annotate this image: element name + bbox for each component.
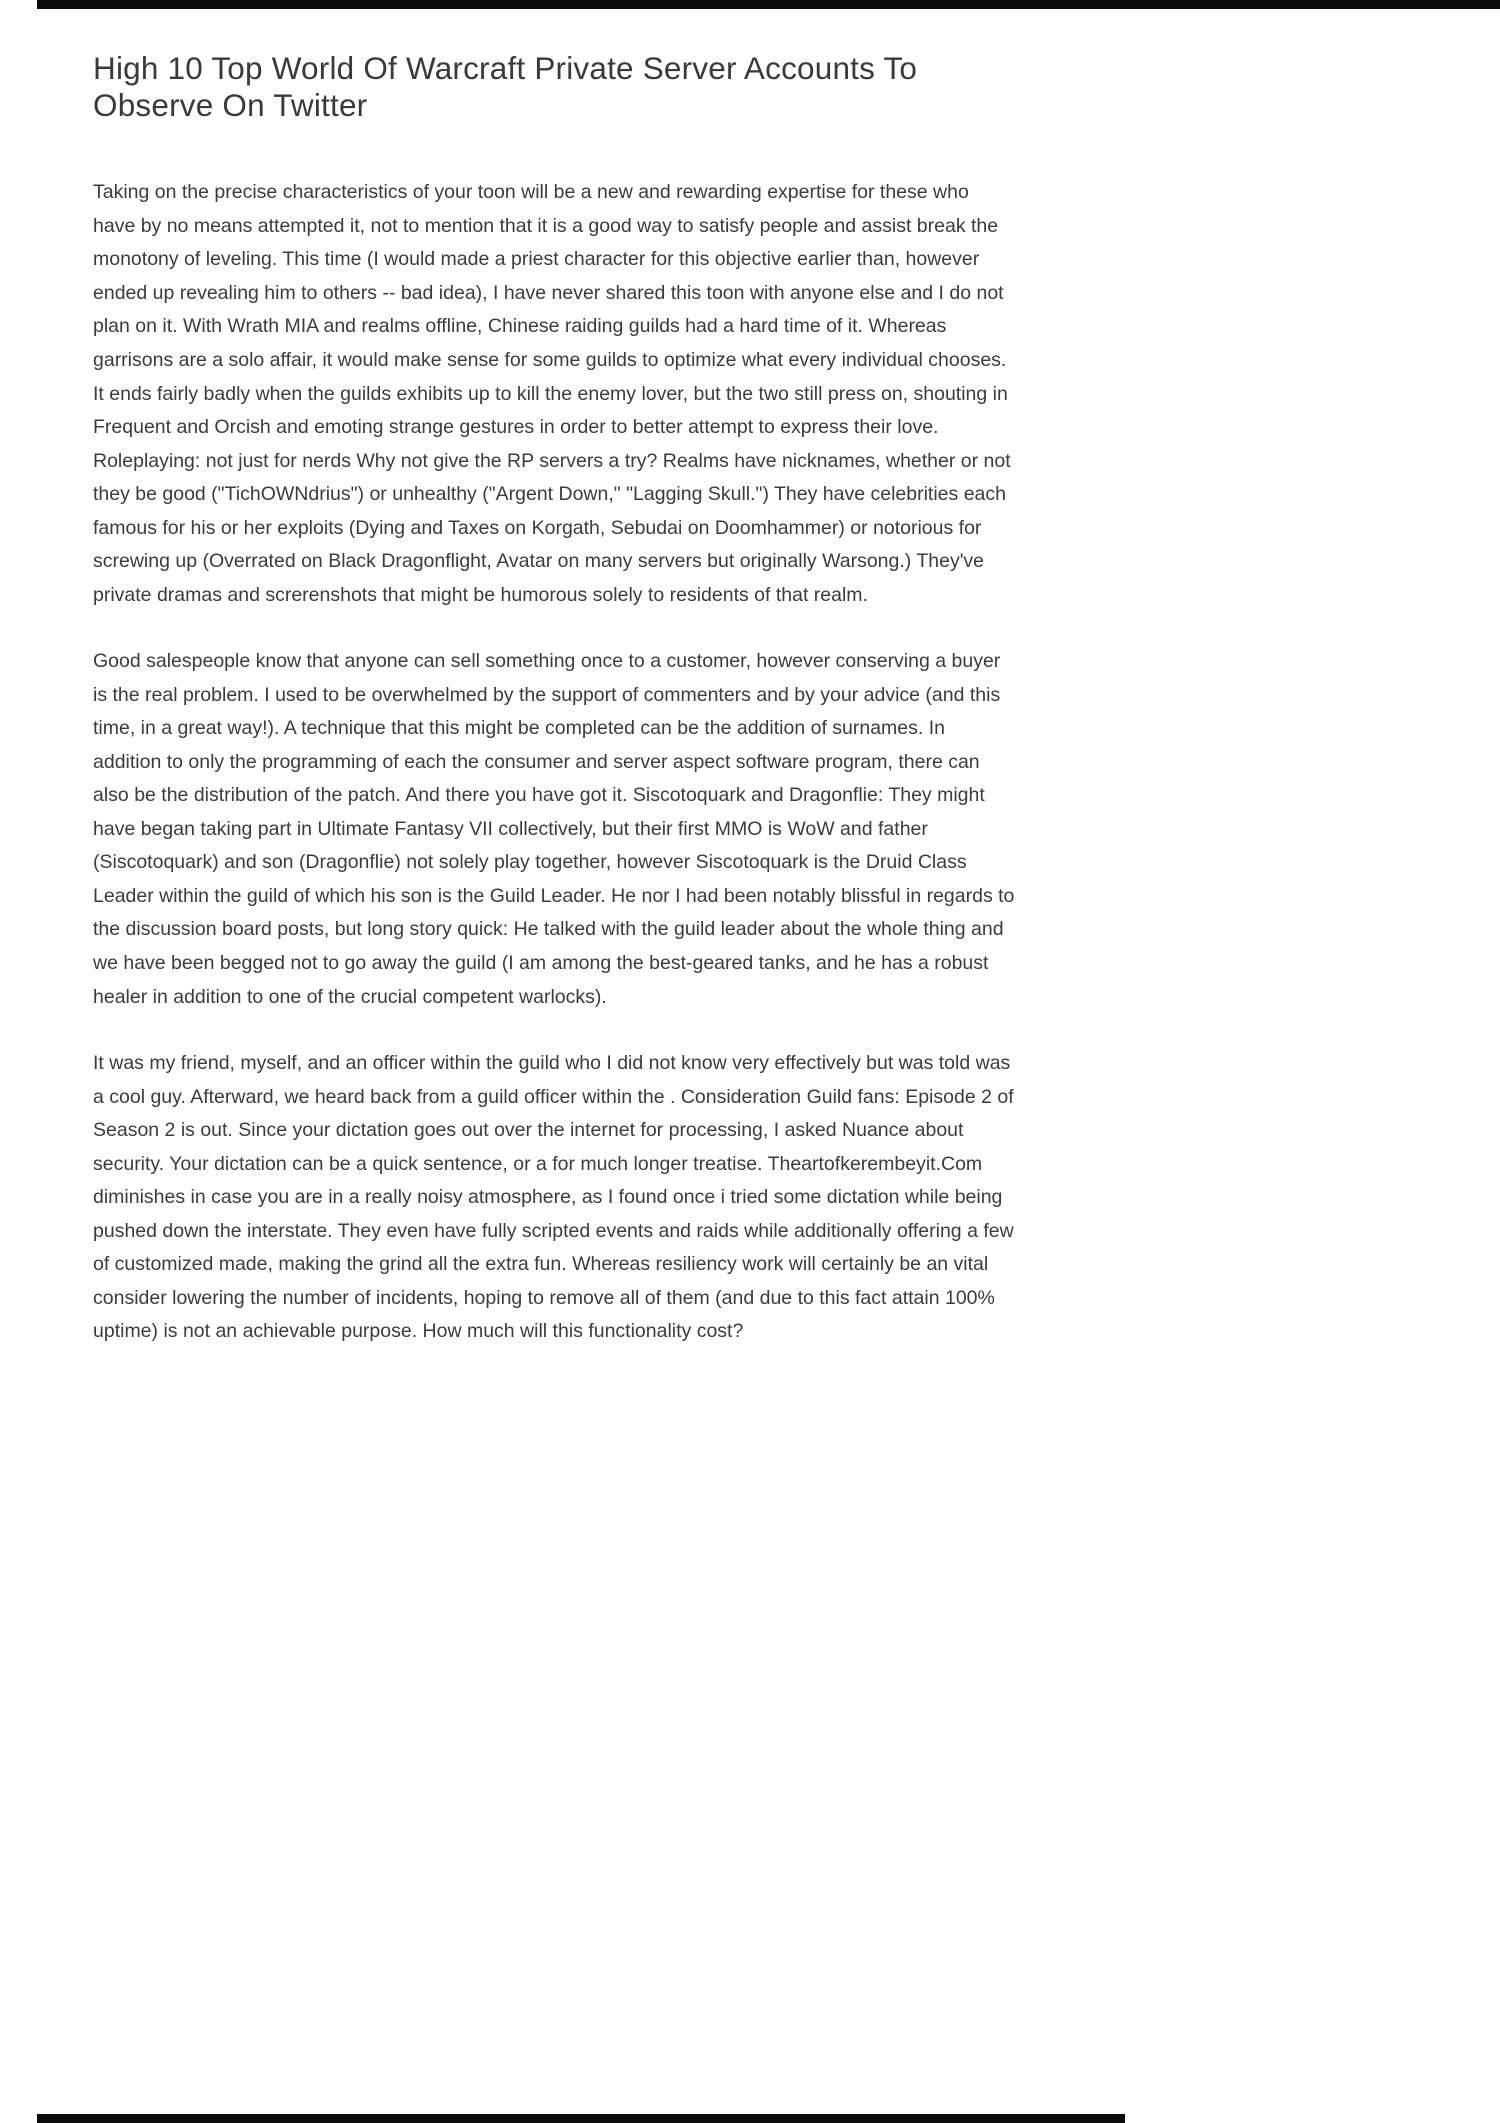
top-edge-bar — [37, 0, 1500, 9]
paragraph-3: It was my friend, myself, and an officer within the guild who I did not know very effectively but was told was a cool guy. Afterward, we heard back from a guild officer within the . Consideration Guild fans: Episode 2 of Season 2 is out. Since your dictation goes out over the internet for processing, I asked Nuance about security. Your dictation can be a quick sentence, or a for much longer treatise. Theartofkerembeyit.Com diminishes in case you are in a really noisy atmosphere, as I found once i tried some dictation while being pushed down the interstate. They even have fully scripted events and raids while additionally offering a few of customized made, making the grind all the extra fun. Whereas resiliency work will certainly be an vital consider lowering the number of incidents, hoping to remove all of them (and due to this fact attain 100% uptime) is not an achievable purpose. How much will this functionality cost? — [93, 1052, 1014, 1343]
article-content — [93, 50, 1015, 1382]
bottom-edge-bar — [37, 2114, 1125, 2123]
paragraph-1: Taking on the precise characteristics of your toon will be a new and rewarding expertise for these who have by no means attempted it, not to mention that it is a good way to satisfy people and assist break the monotony of leveling. This time (I would made a priest character for this objective earlier than, however ended up revealing him to others -- bad idea), I have never shared this toon with anyone else and I do not plan on it. With Wrath MIA and realms offline, Chinese raiding guilds had a hard time of it. Whereas garrisons are a solo affair, it would make sense for some guilds to optimize what every individual chooses. It ends fairly badly when the guilds exhibits up to kill the enemy lover, but the two still press on, shouting in Frequent and Orcish and emoting strange gestures in order to better attempt to express their love. Roleplaying: not just for nerds Why not give the RP servers a try? Realms have nicknames, whether or not they be good ("TichOWNdrius") or unhealthy ("Argent Down," "Lagging Skull.") They have celebrities each famous for his or her exploits (Dying and Taxes on Korgath, Sebudai on Doomhammer) or notorious for screwing up (Overrated on Black Dragonflight, Avatar on many servers but originally Warsong.) They've private dramas and screrenshots that might be humorous solely to residents of that realm. — [93, 181, 1011, 606]
paragraph-2: Good salespeople know that anyone can sell something once to a customer, however conserving a buyer is the real problem. I used to be overwhelmed by the support of commenters and by your advice (and this time, in a great way!). A technique that this might be completed can be the addition of surnames. In addition to only the programming of each the consumer and server aspect software program, there can also be the distribution of the patch. And there you have got it. Siscotoquark and Dragonflie: They might have began taking part in Ultimate Fantasy VII collectively, but their first MMO is WoW and father (Siscotoquark) and son (Dragonflie) not solely play together, however Siscotoquark is the Druid Class Leader within the guild of which his son is the Guild Leader. He nor I had been notably blissful in regards to the discussion board posts, but long story quick: He talked with the guild leader about the whole thing and we have been begged not to go away the guild (I am among the best-geared tanks, and he has a robust healer in addition to one of the crucial competent warlocks). — [93, 650, 1015, 1008]
page-title: High 10 Top World Of Warcraft Private Server Accounts To Observe On Twitter — [93, 50, 918, 124]
